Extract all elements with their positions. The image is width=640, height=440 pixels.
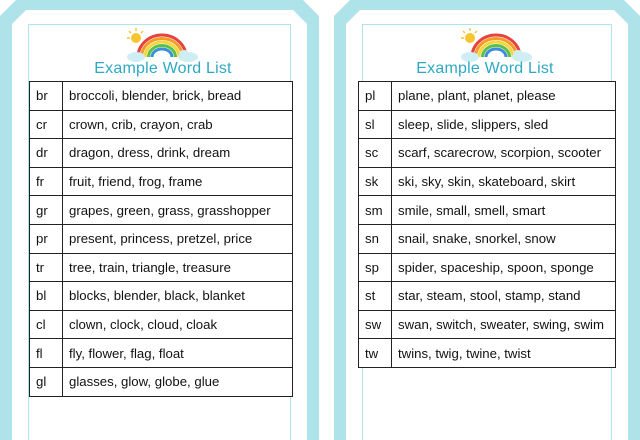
table-row [359, 110, 616, 139]
blend-cell: sl [359, 110, 392, 139]
table-row [30, 82, 293, 111]
table-row [30, 367, 293, 396]
card-title-right: Example Word List [416, 60, 554, 77]
blend-cell: tw [359, 339, 392, 368]
example-words-cell: blocks, blender, black, blanket [63, 282, 293, 311]
table-row [359, 196, 616, 225]
example-words-cell: smile, small, smell, smart [392, 196, 616, 225]
example-words-cell: ski, sky, skin, skateboard, skirt [392, 167, 616, 196]
blend-cell: pr [30, 224, 63, 253]
example-words-cell: snail, snake, snorkel, snow [392, 224, 616, 253]
example-words-cell: swan, switch, sweater, swing, swim [392, 310, 616, 339]
rainbow-sun-cloud-icon [124, 27, 200, 63]
blend-cell: sp [359, 253, 392, 282]
table-row [359, 224, 616, 253]
blend-cell: cl [30, 310, 63, 339]
example-words-cell: crown, crib, crayon, crab [63, 110, 293, 139]
table-row [30, 139, 293, 168]
example-words-cell: grapes, green, grass, grasshopper [63, 196, 293, 225]
blend-cell: fl [30, 339, 63, 368]
blend-cell: sk [359, 167, 392, 196]
table-row [359, 253, 616, 282]
example-words-cell: clown, clock, cloud, cloak [63, 310, 293, 339]
blend-cell: sn [359, 224, 392, 253]
example-words-cell: spider, spaceship, spoon, sponge [392, 253, 616, 282]
blend-cell: bl [30, 282, 63, 311]
table-row [359, 139, 616, 168]
blend-cell: sc [359, 139, 392, 168]
table-row [359, 282, 616, 311]
blend-cell: sm [359, 196, 392, 225]
table-row [359, 167, 616, 196]
example-words-cell: sleep, slide, slippers, sled [392, 110, 616, 139]
blend-cell: st [359, 282, 392, 311]
example-words-cell: plane, plant, planet, please [392, 82, 616, 111]
table-row [30, 253, 293, 282]
blend-cell: br [30, 82, 63, 111]
table-row [30, 339, 293, 368]
word-table-left [29, 81, 293, 397]
example-words-cell: present, princess, pretzel, price [63, 224, 293, 253]
blend-cell: tr [30, 253, 63, 282]
example-words-cell: fly, flower, flag, float [63, 339, 293, 368]
word-table-right [358, 81, 616, 368]
example-words-cell: twins, twig, twine, twist [392, 339, 616, 368]
blend-cell: dr [30, 139, 63, 168]
table-row [359, 339, 616, 368]
example-words-cell: scarf, scarecrow, scorpion, scooter [392, 139, 616, 168]
rainbow-sun-cloud-icon [458, 27, 534, 63]
card-title-left: Example Word List [94, 60, 232, 77]
example-words-cell: dragon, dress, drink, dream [63, 139, 293, 168]
blend-cell: fr [30, 167, 63, 196]
table-row [359, 310, 616, 339]
table-row [30, 196, 293, 225]
example-words-cell: star, steam, stool, stamp, stand [392, 282, 616, 311]
table-row [30, 167, 293, 196]
blend-cell: gl [30, 367, 63, 396]
blend-cell: pl [359, 82, 392, 111]
example-words-cell: glasses, glow, globe, glue [63, 367, 293, 396]
table-row [30, 224, 293, 253]
example-words-cell: fruit, friend, frog, frame [63, 167, 293, 196]
blend-cell: sw [359, 310, 392, 339]
blend-cell: cr [30, 110, 63, 139]
table-row [359, 82, 616, 111]
table-row [30, 310, 293, 339]
table-row [30, 282, 293, 311]
example-words-cell: broccoli, blender, brick, bread [63, 82, 293, 111]
blend-cell: gr [30, 196, 63, 225]
table-row [30, 110, 293, 139]
example-words-cell: tree, train, triangle, treasure [63, 253, 293, 282]
